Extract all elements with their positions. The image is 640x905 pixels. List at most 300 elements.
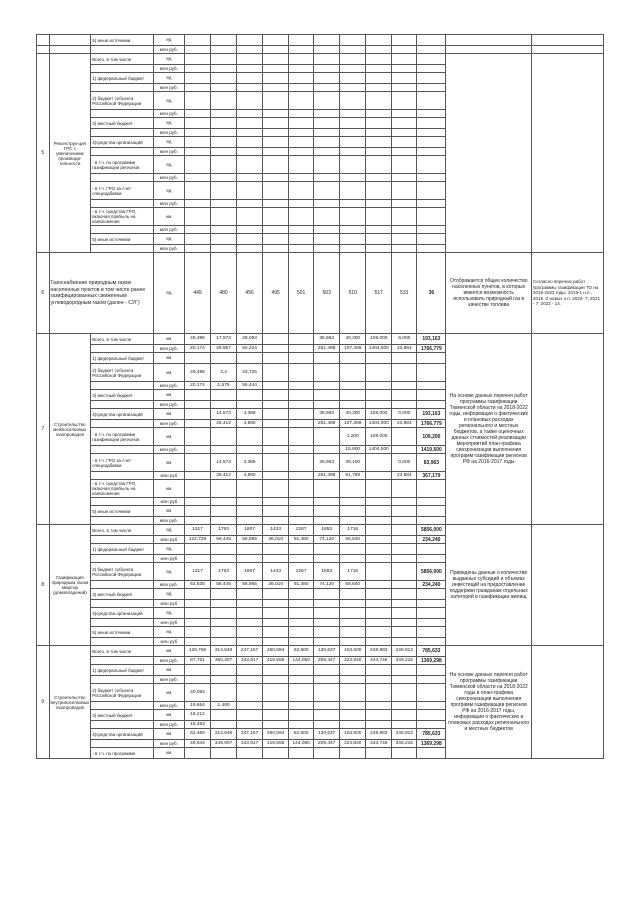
value-cell — [263, 208, 289, 226]
source-label — [91, 555, 154, 563]
value-cell — [392, 401, 417, 409]
value-cell — [211, 35, 237, 46]
unit-cell: млн руб. — [153, 174, 184, 182]
source-label — [91, 174, 154, 182]
value-cell: 1317 — [184, 563, 210, 581]
section-number-cell — [37, 46, 50, 54]
value-cell — [211, 555, 237, 563]
value-cell — [366, 182, 392, 200]
value-cell — [392, 182, 417, 200]
value-cell — [184, 390, 210, 401]
value-cell — [392, 581, 417, 589]
value-cell — [289, 46, 314, 54]
value-cell — [289, 208, 314, 226]
value-cell — [392, 710, 417, 721]
value-cell: 1807 — [237, 525, 263, 536]
total-cell — [417, 364, 446, 382]
unit-cell: км — [153, 748, 184, 759]
value-cell — [392, 200, 417, 208]
unit-cell: млн руб — [153, 472, 184, 480]
value-cell — [366, 401, 392, 409]
value-cell — [417, 182, 446, 200]
value-cell — [289, 702, 314, 710]
value-cell: 1,400 — [211, 702, 237, 710]
table-row — [37, 46, 604, 54]
value-cell: 23,884 — [392, 420, 417, 428]
value-cell — [366, 174, 392, 182]
value-cell — [237, 555, 263, 563]
value-cell — [289, 454, 314, 472]
value-cell — [366, 721, 392, 729]
value-cell — [211, 182, 237, 200]
value-cell — [263, 46, 289, 54]
value-cell: 104,500 — [340, 646, 366, 657]
value-cell — [211, 589, 237, 600]
value-cell — [237, 676, 263, 684]
section5-row — [37, 54, 604, 65]
value-cell — [289, 401, 314, 409]
value-cell — [417, 156, 446, 174]
value-cell — [211, 110, 237, 118]
value-cell — [263, 517, 289, 525]
value-cell — [314, 721, 340, 729]
value-cell — [392, 54, 417, 65]
value-cell — [184, 234, 210, 245]
value-cell: 9,000 — [392, 334, 417, 345]
value-cell — [340, 600, 366, 608]
value-cell — [184, 608, 210, 619]
value-cell — [211, 684, 237, 702]
value-cell: 122,729 — [184, 536, 210, 544]
value-cell — [314, 390, 340, 401]
value-cell — [314, 589, 340, 600]
value-cell: 28,412 — [211, 472, 237, 480]
value-cell — [417, 129, 446, 137]
value-cell: 349,215 — [392, 657, 417, 665]
value-cell — [263, 665, 289, 676]
value-cell — [417, 46, 446, 54]
value-cell — [289, 665, 314, 676]
value-cell — [366, 200, 392, 208]
value-cell — [237, 428, 263, 446]
value-cell — [314, 182, 340, 200]
unit-cell: ед — [153, 589, 184, 600]
value-cell — [392, 748, 417, 759]
value-cell: 62,635 — [184, 581, 210, 589]
value-cell — [340, 638, 366, 646]
value-cell — [237, 710, 263, 721]
value-cell — [417, 118, 446, 129]
note-cell: Отображается общее количество населенных пунктов, в которых имеется возможность использовать природный газ в качестве топлива — [446, 253, 531, 334]
value-cell — [314, 65, 340, 73]
value-cell — [392, 208, 417, 226]
section8-row — [37, 525, 604, 536]
source-label — [91, 517, 154, 525]
source-label: 2) бюджет субъекта Российской Федерации — [91, 684, 154, 702]
value-cell — [417, 65, 446, 73]
value-cell: 260,594 — [263, 729, 289, 740]
note-cell: Приведены данные о количестве выданных субсидий и объемах инвестиций на предоставление поддержки гражданам отдельных категорий в газификации жилищ — [446, 525, 531, 646]
unit-cell: млн руб. — [153, 657, 184, 665]
value-cell: 120,766 — [184, 646, 210, 657]
value-cell: 68,640 — [340, 581, 366, 589]
source-label: Всего, в том числе — [91, 54, 154, 65]
value-cell — [237, 234, 263, 245]
value-cell — [184, 208, 210, 226]
value-cell — [314, 200, 340, 208]
source-label — [91, 498, 154, 506]
value-cell — [314, 353, 340, 364]
value-cell — [237, 506, 263, 517]
total-cell: 5856,000 — [417, 525, 446, 536]
total-cell — [417, 665, 446, 676]
value-cell — [184, 118, 210, 129]
value-cell — [366, 353, 392, 364]
unit-cell: млн руб. — [153, 84, 184, 92]
total-cell: 234,240 — [417, 581, 446, 589]
value-cell — [184, 600, 210, 608]
value-cell — [340, 364, 366, 382]
unit-cell: млн руб. — [153, 148, 184, 156]
value-cell — [314, 35, 340, 46]
value-cell — [263, 446, 289, 454]
value-cell — [263, 182, 289, 200]
value-cell: 35,963 — [314, 454, 340, 472]
source-label: Всего, в том числе — [91, 646, 154, 657]
value-cell — [340, 748, 366, 759]
value-cell: 74,120 — [314, 536, 340, 544]
source-label: 5) иные источники — [91, 506, 154, 517]
value-cell — [184, 748, 210, 759]
source-label: - в т.ч. по программе — [91, 748, 154, 759]
value-cell — [211, 137, 237, 148]
total-cell: 785,633 — [417, 729, 446, 740]
source-label: 4)средства организаций — [91, 137, 154, 148]
value-cell: 517 — [366, 253, 392, 334]
value-cell: 419,558 — [263, 657, 289, 665]
value-cell: 68,640 — [340, 536, 366, 544]
value-cell: 52,500 — [289, 729, 314, 740]
value-cell — [263, 498, 289, 506]
value-cell — [314, 684, 340, 702]
value-cell: 343,917 — [237, 740, 263, 748]
value-cell — [263, 721, 289, 729]
source-label — [91, 740, 154, 748]
value-cell — [314, 92, 340, 110]
unit-cell: км — [153, 428, 184, 446]
total-cell — [417, 382, 446, 390]
total-cell — [417, 589, 446, 600]
value-cell: 28,412 — [211, 420, 237, 428]
value-cell: 40,300 — [340, 409, 366, 420]
gasification-table — [36, 34, 604, 759]
value-cell — [417, 174, 446, 182]
note-cell — [446, 46, 531, 54]
value-cell — [392, 555, 417, 563]
value-cell — [340, 226, 366, 234]
value-cell — [366, 525, 392, 536]
unit-cell: ед — [153, 92, 184, 110]
value-cell: 40,300 — [340, 334, 366, 345]
value-cell: 260,594 — [263, 646, 289, 657]
value-cell — [263, 148, 289, 156]
value-cell: 1807 — [237, 563, 263, 581]
value-cell: 107,369 — [340, 345, 366, 353]
source-label: 2) бюджет субъекта Российской Федерации — [91, 364, 154, 382]
value-cell — [314, 517, 340, 525]
value-cell — [184, 619, 210, 627]
value-cell — [263, 401, 289, 409]
value-cell — [184, 65, 210, 73]
value-cell: 23,884 — [392, 472, 417, 480]
total-cell: 193,163 — [417, 334, 446, 345]
unit-cell: ед — [153, 182, 184, 200]
value-cell — [366, 234, 392, 245]
value-cell — [366, 544, 392, 555]
value-cell — [237, 35, 263, 46]
source-label: 4)средства организаций — [91, 608, 154, 619]
value-cell — [211, 156, 237, 174]
value-cell: 52,500 — [289, 646, 314, 657]
value-cell: 3,4 — [211, 364, 237, 382]
value-cell: 0,000 — [392, 454, 417, 472]
value-cell — [289, 364, 314, 382]
value-cell — [184, 84, 210, 92]
value-cell — [184, 73, 210, 84]
value-cell — [289, 390, 314, 401]
value-cell — [417, 110, 446, 118]
value-cell — [263, 35, 289, 46]
value-cell — [340, 118, 366, 129]
value-cell: 39,100 — [340, 454, 366, 472]
value-cell — [392, 137, 417, 148]
value-cell — [237, 702, 263, 710]
value-cell — [392, 148, 417, 156]
value-cell — [237, 118, 263, 129]
value-cell — [289, 382, 314, 390]
total-cell — [417, 684, 446, 702]
value-cell — [314, 148, 340, 156]
value-cell — [184, 638, 210, 646]
value-cell — [289, 710, 314, 721]
value-cell — [211, 506, 237, 517]
value-cell: 1716 — [340, 525, 366, 536]
value-cell — [417, 208, 446, 226]
source-label — [91, 581, 154, 589]
value-cell — [184, 544, 210, 555]
value-cell — [392, 525, 417, 536]
value-cell — [340, 73, 366, 84]
value-cell: 144,050 — [289, 740, 314, 748]
value-cell: 107,369 — [340, 420, 366, 428]
value-cell — [289, 480, 314, 498]
value-cell — [263, 174, 289, 182]
value-cell — [417, 92, 446, 110]
unit-cell: км — [153, 353, 184, 364]
value-cell — [184, 420, 210, 428]
value-cell — [263, 600, 289, 608]
value-cell: 480 — [211, 253, 237, 334]
value-cell — [263, 353, 289, 364]
value-cell — [184, 182, 210, 200]
value-cell — [184, 226, 210, 234]
value-cell — [392, 665, 417, 676]
value-cell: 209,447 — [314, 657, 340, 665]
value-cell — [340, 589, 366, 600]
unit-cell: ед — [153, 118, 184, 129]
note2-cell — [531, 646, 603, 759]
value-cell — [184, 148, 210, 156]
value-cell — [289, 137, 314, 148]
value-cell — [366, 156, 392, 174]
value-cell — [237, 748, 263, 759]
value-cell: 55,444 — [237, 382, 263, 390]
value-cell — [314, 245, 340, 253]
value-cell — [237, 137, 263, 148]
value-cell — [392, 498, 417, 506]
total-cell — [417, 353, 446, 364]
value-cell — [289, 334, 314, 345]
value-cell — [366, 65, 392, 73]
source-label — [91, 110, 154, 118]
value-cell: 36 — [417, 253, 446, 334]
unit-cell: ед — [153, 234, 184, 245]
value-cell — [366, 563, 392, 581]
value-cell — [289, 619, 314, 627]
value-cell: 35,963 — [314, 409, 340, 420]
value-cell: 1793 — [211, 525, 237, 536]
value-cell: 314,648 — [211, 646, 237, 657]
total-cell: 234,240 — [417, 536, 446, 544]
source-label — [91, 245, 154, 253]
value-cell — [237, 446, 263, 454]
value-cell — [392, 84, 417, 92]
value-cell — [211, 544, 237, 555]
unit-cell: млн руб. — [153, 110, 184, 118]
value-cell — [340, 129, 366, 137]
value-cell — [340, 110, 366, 118]
value-cell — [340, 234, 366, 245]
value-cell — [314, 174, 340, 182]
value-cell: 130,637 — [314, 729, 340, 740]
source-label: 4)средства организаций — [91, 729, 154, 740]
value-cell — [184, 627, 210, 638]
value-cell: 1404,000 — [366, 345, 392, 353]
value-cell — [211, 390, 237, 401]
value-cell — [237, 619, 263, 627]
value-cell — [211, 619, 237, 627]
value-cell — [211, 676, 237, 684]
value-cell — [211, 638, 237, 646]
unit-cell: млн руб. — [153, 65, 184, 73]
section-name: Газоснабжение природным газом населенных пунктов в том числе ранее газифицированных сжиженным углеводородным газом (далее - СУГ) — [49, 253, 153, 334]
value-cell — [237, 110, 263, 118]
unit-cell: ед — [153, 544, 184, 555]
value-cell — [184, 409, 210, 420]
source-label — [91, 446, 154, 454]
value-cell — [314, 226, 340, 234]
section-name-cell — [49, 46, 91, 54]
value-cell — [263, 334, 289, 345]
value-cell — [211, 428, 237, 446]
total-cell — [417, 390, 446, 401]
value-cell — [184, 506, 210, 517]
value-cell — [366, 619, 392, 627]
value-cell — [392, 480, 417, 498]
value-cell — [184, 200, 210, 208]
note2-cell — [531, 334, 603, 525]
value-cell — [340, 46, 366, 54]
total-cell: 1766,779 — [417, 345, 446, 353]
value-cell — [263, 200, 289, 208]
value-cell — [237, 208, 263, 226]
value-cell — [340, 200, 366, 208]
value-cell — [289, 200, 314, 208]
value-cell — [314, 627, 340, 638]
value-cell: 1433 — [263, 563, 289, 581]
value-cell: 314,648 — [211, 729, 237, 740]
source-label: 4)средства организаций — [91, 409, 154, 420]
section-number-cell — [37, 35, 50, 46]
source-label — [91, 401, 154, 409]
source-label — [91, 676, 154, 684]
value-cell — [237, 517, 263, 525]
value-cell: 58,445 — [211, 581, 237, 589]
value-cell — [263, 710, 289, 721]
value-cell — [392, 608, 417, 619]
note-cell — [446, 54, 531, 253]
source-label: - в т.ч. ГРО за счет спецнадбавки — [91, 454, 154, 472]
value-cell — [392, 446, 417, 454]
value-cell: 23,725 — [237, 364, 263, 382]
source-label — [91, 536, 154, 544]
value-cell — [366, 137, 392, 148]
unit-cell: ед — [153, 54, 184, 65]
value-cell — [289, 148, 314, 156]
value-cell: 18,483 — [184, 721, 210, 729]
value-cell — [392, 589, 417, 600]
value-cell — [211, 600, 237, 608]
value-cell — [340, 506, 366, 517]
value-cell — [289, 409, 314, 420]
value-cell — [211, 148, 237, 156]
value-cell: 56,965 — [237, 536, 263, 544]
value-cell — [237, 665, 263, 676]
value-cell — [392, 676, 417, 684]
total-cell — [417, 710, 446, 721]
value-cell: 49,496 — [184, 364, 210, 382]
unit-cell: млн руб. — [153, 740, 184, 748]
value-cell: 501 — [289, 253, 314, 334]
value-cell — [392, 35, 417, 46]
unit-cell: млн руб — [153, 638, 184, 646]
value-cell — [237, 544, 263, 555]
unit-cell: ед — [153, 35, 184, 46]
unit-cell: млн руб. — [153, 200, 184, 208]
value-cell — [314, 544, 340, 555]
value-cell: 15,600 — [340, 446, 366, 454]
value-cell: 248,913 — [392, 729, 417, 740]
value-cell: 247,157 — [237, 646, 263, 657]
value-cell — [366, 364, 392, 382]
value-cell — [417, 148, 446, 156]
value-cell — [237, 245, 263, 253]
note2-cell — [531, 54, 603, 253]
value-cell — [263, 92, 289, 110]
value-cell — [263, 702, 289, 710]
value-cell — [263, 110, 289, 118]
value-cell — [392, 226, 417, 234]
